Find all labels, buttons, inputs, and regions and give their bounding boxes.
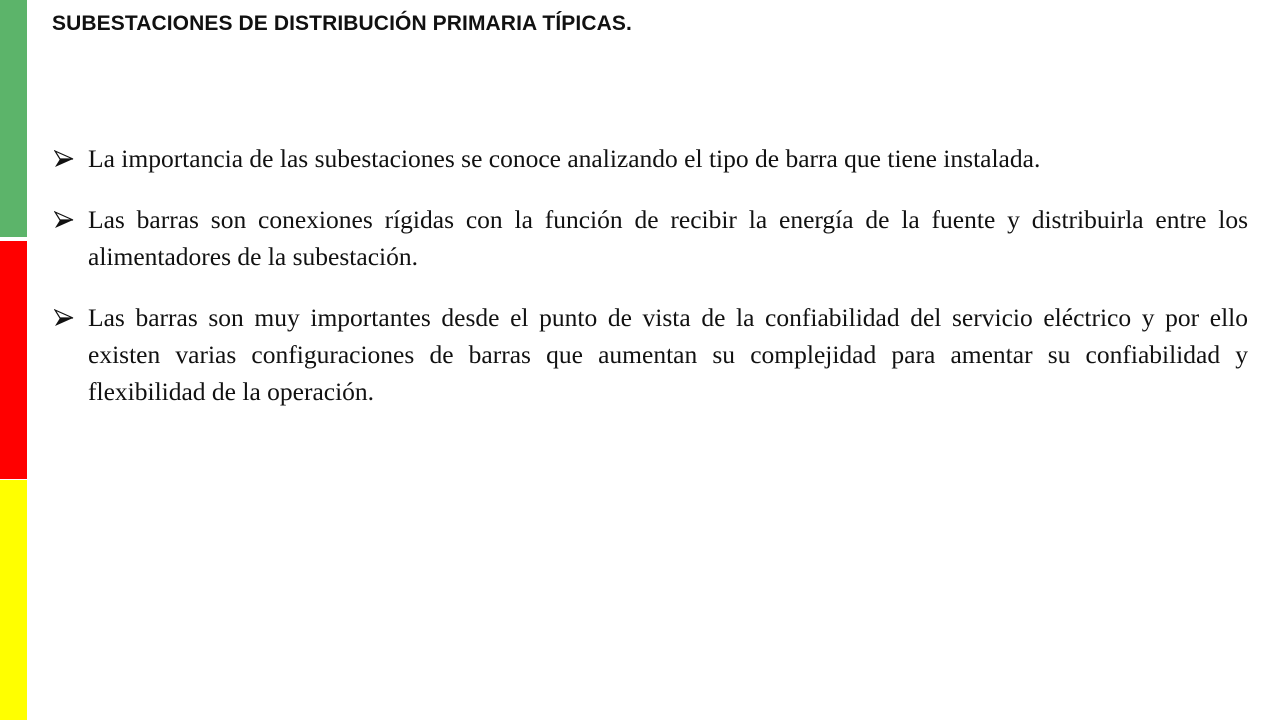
accent-stripe-green [0,0,27,237]
accent-stripe-yellow [0,480,27,720]
bullet-item [52,201,1248,275]
bullet-text: La importancia de las subestaciones se conoce analizando el tipo de barra que tiene instalada. [88,144,1041,173]
bullet-text: Las barras son conexiones rígidas con la función de recibir la energía de la fuente y distribuirla entre los alimentadores de la subestación. [88,205,1248,271]
bullet-item [52,299,1248,410]
arrow-bullet-icon [54,150,74,168]
bullet-list [52,140,1248,434]
arrow-bullet-icon [54,309,74,327]
bullet-text: Las barras son muy importantes desde el punto de vista de la confiabilidad del servicio eléctrico y por ello existen varias configuraciones de barras que aumentan su complejidad para amentar su confiabilidad y flexibilidad de la operación. [88,303,1248,406]
bullet-item [52,140,1248,177]
slide-title: SUBESTACIONES DE DISTRIBUCIÓN PRIMARIA TÍPICAS. [52,12,632,35]
arrow-bullet-icon [54,211,74,229]
accent-stripe-red [0,241,27,479]
